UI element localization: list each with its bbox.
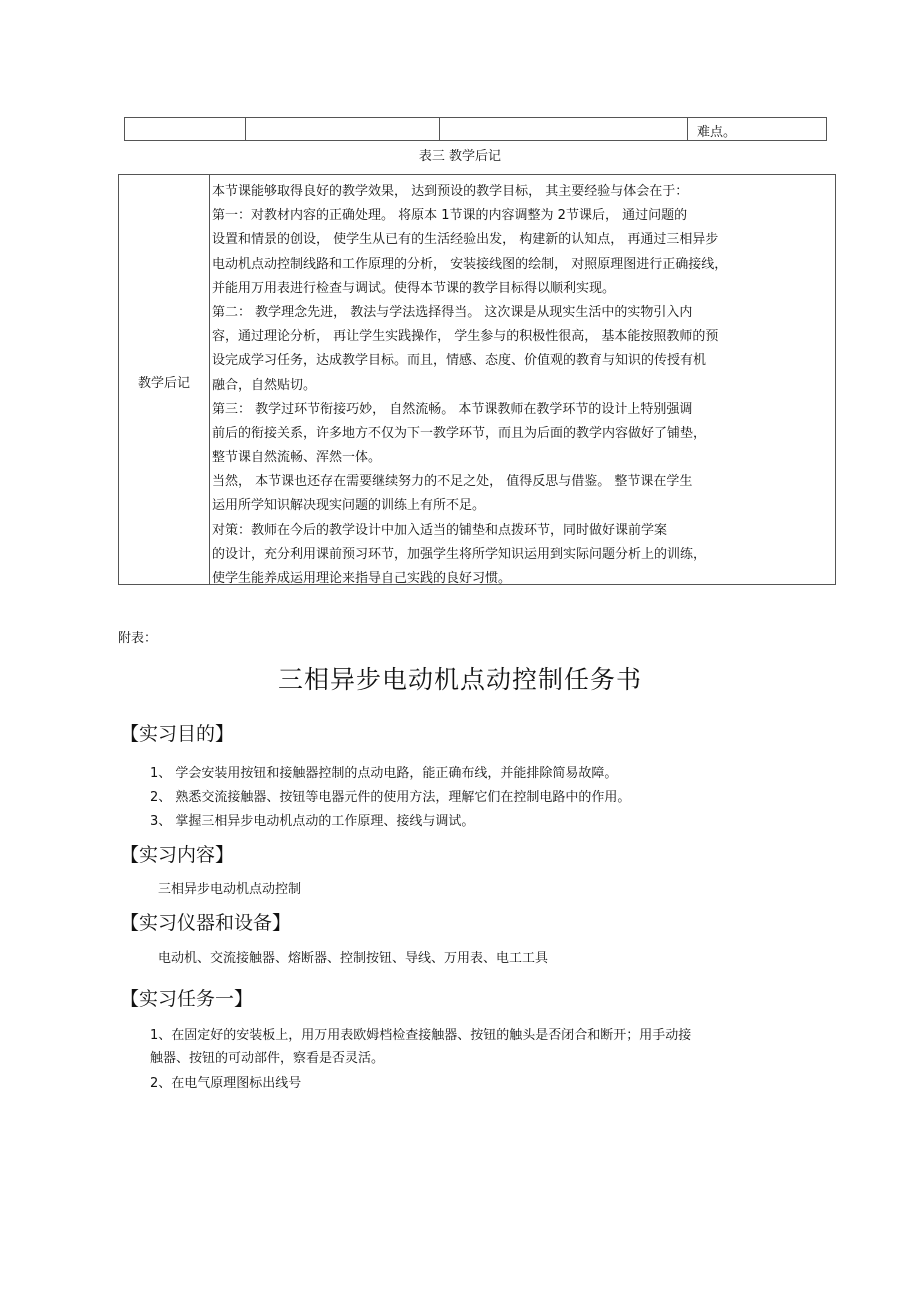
list-item: 2、在电气原理图标出线号 [150,1076,302,1091]
section-heading-equipment: 【实习仪器和设备】 [120,912,292,934]
appendix-label: 附表： [118,631,158,646]
table-divider [687,118,688,140]
list-item: 1、 学会安装用按钮和接触器控制的点动电路，能正确布线，并能排除简易故障。 [150,766,618,781]
page-title: 三相异步电动机点动控制任务书 [277,665,642,694]
table-divider [209,175,210,584]
list-item: 3、 掌握三相异步电动机点动的工作原理、接线与调试。 [150,814,475,829]
text-line: 本节课能够取得良好的教学效果， 达到预设的教学目标， 其主要经验与体会在于： [212,184,689,199]
text-line: 电动机点动控制线路和工作原理的分析， 安装接线图的绘制， 对照原理图进行正确接线， [212,256,728,272]
text-line: 第一：对教材内容的正确处理。 将原本 1节课的内容调整为 2节课后， 通过问题的 [212,208,688,224]
section-heading-task1: 【实习任务一】 [120,988,254,1010]
text-line: 容，通过理论分析， 再让学生实践操作， 学生参与的积极性很高， 基本能按照教师的预 [212,329,719,345]
table-cell-text: 难点。 [697,125,737,140]
text-line: 第三： 教学过环节衔接巧妙， 自然流畅。 本节课教师在教学环节的设计上特别强调 [212,401,693,417]
text-line: 前后的衔接关系，许多地方不仅为下一教学环节，而且为后面的教学内容做好了铺垫， [212,425,707,441]
table-caption: 表三 教学后记 [418,149,502,164]
text-line: 整节课自然流畅、浑然一体。 [212,450,382,466]
text-line: 设完成学习任务，达成教学目标。而且，情感、态度、价值观的教育与知识的传授有机 [212,353,707,369]
text-line: 的设计，充分利用课前预习环节，加强学生将所学知识运用到实际问题分析上的训练， [212,546,707,562]
previous-table-row [124,117,827,141]
section-heading-purpose: 【实习目的】 [120,723,235,745]
list-item: 1、在固定好的安装板上，用万用表欧姆档检查接触器、按钮的触头是否闭合和断开；用手动接 [150,1028,692,1043]
text-line: 设置和情景的创设， 使学生从已有的生活经验出发， 构建新的认知点， 再通过三相异步 [212,232,719,248]
section-heading-content: 【实习内容】 [120,844,235,866]
reflection-table [118,174,836,585]
text-line: 第二： 教学理念先进， 教法与学法选择得当。 这次课是从现实生活中的实物引入内 [212,304,693,320]
reflection-text [212,180,834,591]
section-text: 电动机、交流接触器、熔断器、控制按钮、导线、万用表、电工工具 [158,951,549,966]
text-line: 并能用万用表进行检查与调试。使得本节课的教学目标得以顺利实现。 [212,280,616,296]
table-divider [245,118,246,140]
text-line: 使学生能养成运用理论来指导自己实践的良好习惯。 [212,571,512,586]
text-line: 对策：教师在今后的教学设计中加入适当的铺垫和点拨环节，同时做好课前学案 [212,522,668,538]
list-item: 2、 熟悉交流接触器、按钮等电器元件的使用方法，理解它们在控制电路中的作用。 [150,790,631,805]
text-line: 融合，自然贴切。 [212,377,317,393]
section-text: 三相异步电动机点动控制 [158,882,302,897]
text-line: 运用所学知识解决现实问题的训练上有所不足。 [212,498,486,514]
reflection-label: 教学后记 [137,376,190,391]
list-item: 触器、按钮的可动部件，察看是否灵活。 [150,1051,385,1066]
text-line: 当然， 本节课也还存在需要继续努力的不足之处， 值得反思与借鉴。 整节课在学生 [212,474,693,490]
table-divider [439,118,440,140]
